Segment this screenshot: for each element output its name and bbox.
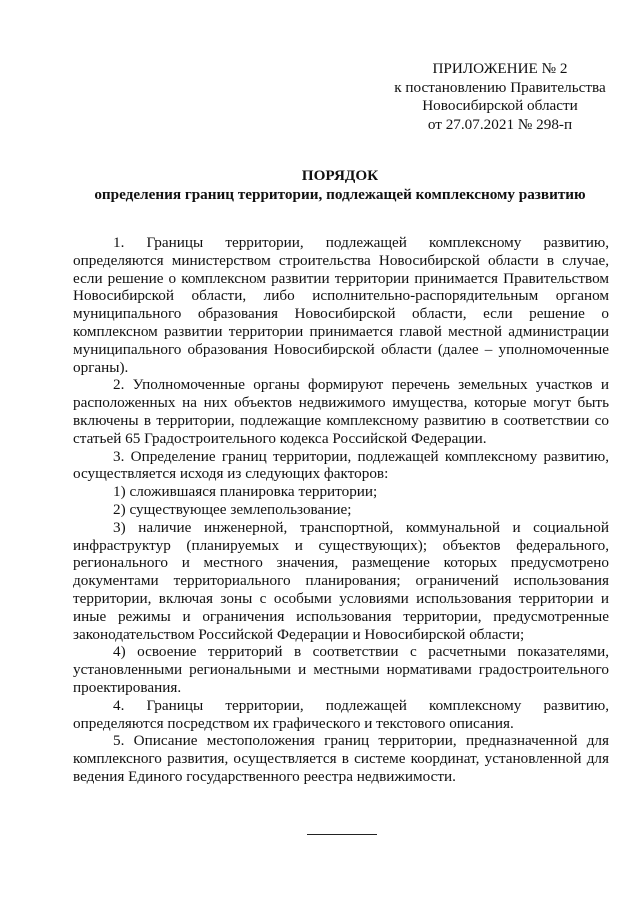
end-divider (307, 834, 377, 835)
title-main: ПОРЯДОК (301, 167, 379, 184)
list-item-4: 4) освоение территорий в соответствии с расчетными показателями, установленными региональными и местными нормативами градостроительного проектирования. (73, 643, 609, 696)
document-body (73, 234, 609, 786)
paragraph-3: 3. Определение границ территории, подлежащей комплексному развитию, осуществляется исходя из следующих факторов: (73, 447, 609, 483)
paragraph-2: 2. Уполномоченные органы формируют перечень земельных участков и расположенных на них объектов недвижимого имущества, которые могут быть включены в территории, подлежащие комплексному развитию в соответствии со статьей 65 Градостроительного кодекса Российской Федерации. (73, 376, 609, 447)
list-item-2: 2) существующее землепользование; (113, 500, 352, 518)
paragraph-5: 5. Описание местоположения границ территории, предназначенной для комплексного развития, осуществляется в системе координат, установленной для ведения Единого государственного реестра недвижимости. (73, 732, 609, 785)
appendix-date-number: от 27.07.2021 № 298-п (427, 115, 573, 133)
paragraph-4: 4. Границы территории, подлежащей комплексному развитию, определяются посредством их графического и текстового описания. (73, 696, 609, 732)
appendix-region: Новосибирской области (422, 97, 578, 114)
appendix-number: ПРИЛОЖЕНИЕ № 2 (432, 60, 568, 77)
title-subtitle: определения границ территории, подлежащей комплексному развитию (94, 186, 586, 203)
list-item-1: 1) сложившаяся планировка территории; (113, 483, 378, 501)
appendix-resolution-ref: к постановлению Правительства (394, 78, 606, 96)
paragraph-1: 1. Границы территории, подлежащей комплексному развитию, определяются министерством строительства Новосибирской области в случае, если решение о комплексном развитии территории принимается Правительством Новосибирской области, либо исполнительно-распорядительным органом муниципального образования Новосибирской области, если решение о комплексном развитии территории принимается главой местной администрации муниципального образования Новосибирской области (далее – уполномоченные органы). (73, 234, 609, 376)
list-item-3: 3) наличие инженерной, транспортной, коммунальной и социальной инфраструктур (планируемых и существующих); объектов федерального, регионального и местного значения, размещение которых предусмотрено документами территориального планирования; ограничений использования территории, включая зоны с особыми условиями использования территории и иные режимы и ограничения использования территории, предусмотренные законодательством Российской Федерации и Новосибирской области; (73, 518, 609, 643)
appendix-header (380, 60, 620, 134)
document-title (60, 166, 620, 204)
